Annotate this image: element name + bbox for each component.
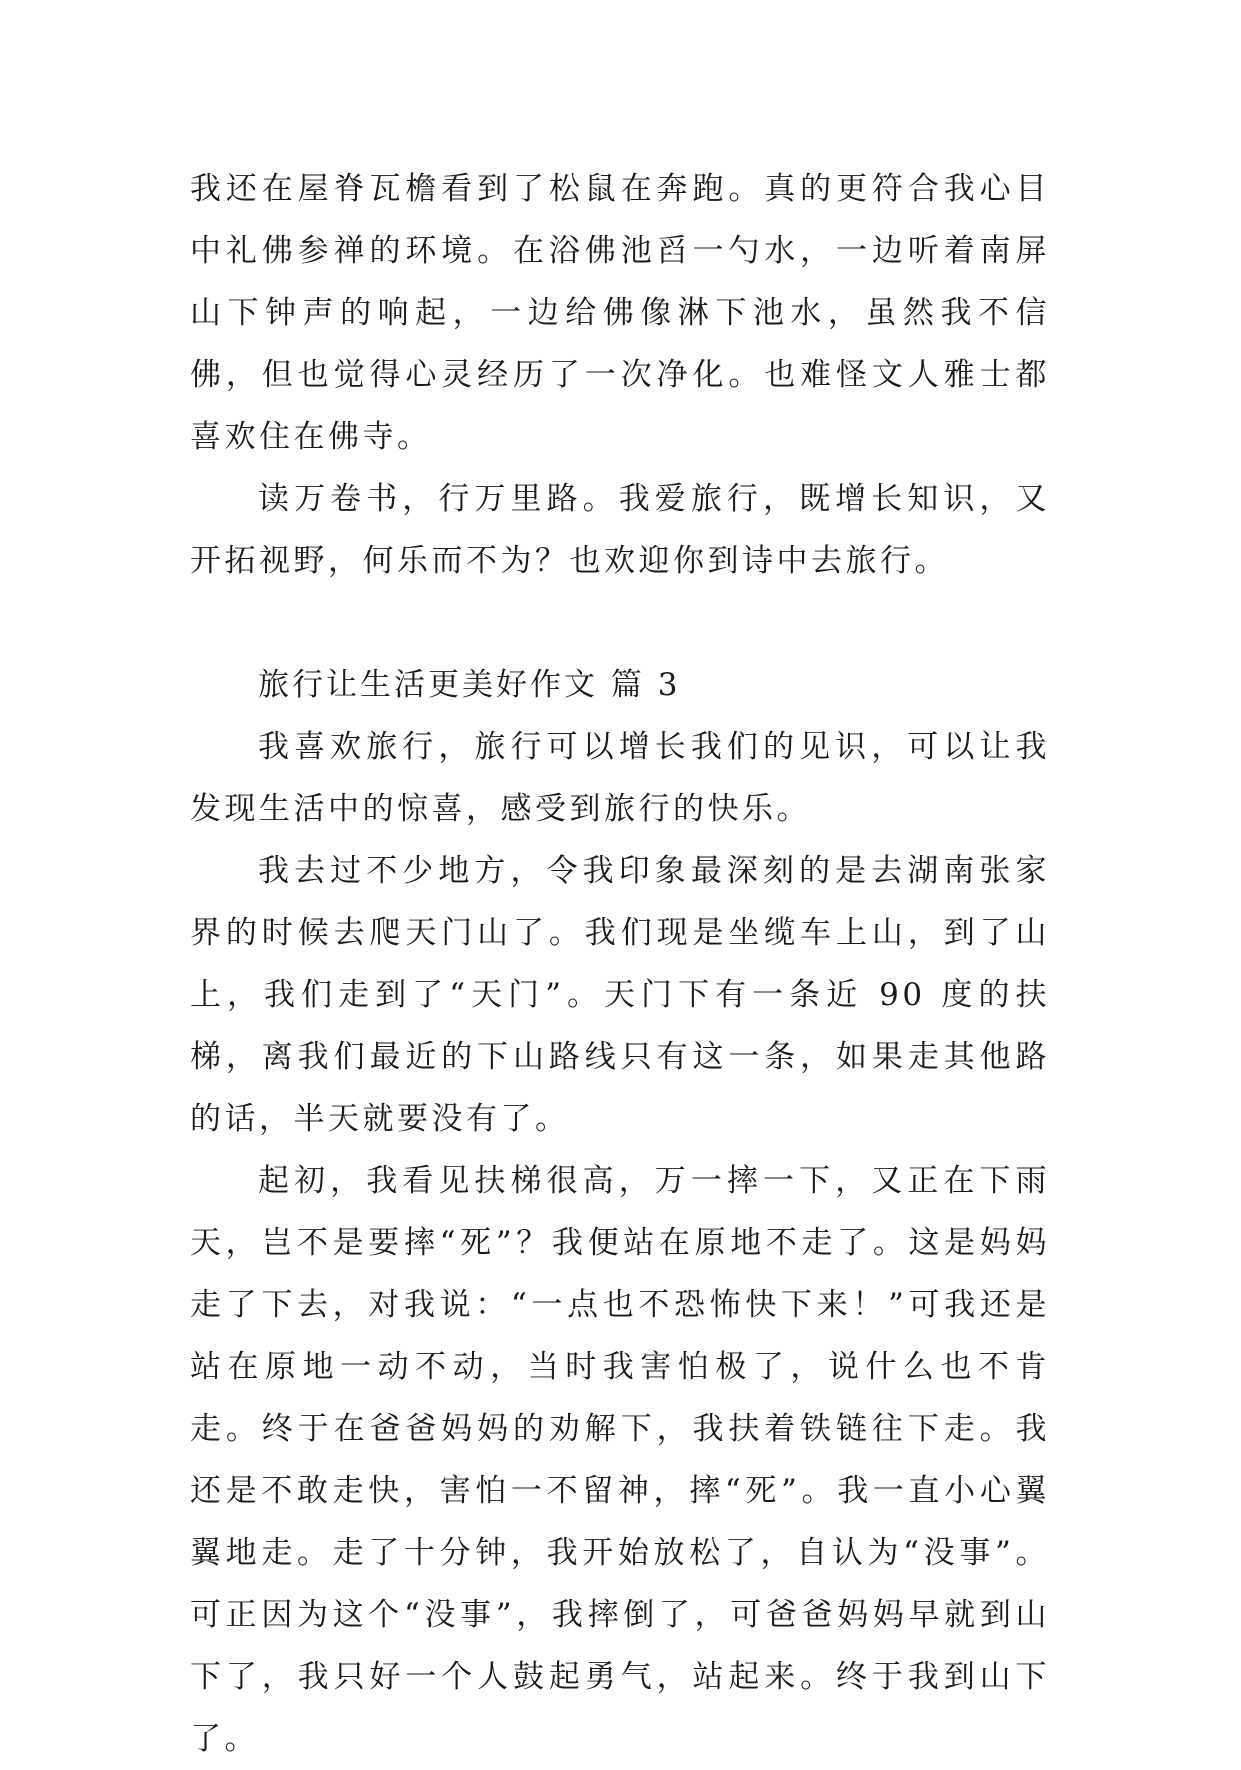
essay-heading: 旅行让生活更美好作文 篇 3	[258, 667, 681, 703]
paragraph-descent: 起初，我看见扶梯很高，万一摔一下，又正在下雨天，岂不是要摔“死”？我便站在原地不走了。这是妈妈走了下去，对我说：“一点也不恐怖快下来！”可我还是站在原地一动不动，当时我害怕极了，说什么也不肯走。终于在爸爸妈妈的劝解下，我扶着铁链往下走。我还是不敢走快，害怕一不留神，摔“死”。我一直小心翼翼地走。走了十分钟，我开始放松了，自认为“没事”。可正因为这个“没事”，我摔倒了，可爸爸妈妈早就到山下了，我只好一个人鼓起勇气，站起来。终于我到山下了。	[190, 1163, 1050, 1757]
paragraph-tianmen: 我去过不少地方，令我印象最深刻的是去湖南张家界的时候去爬天门山了。我们现是坐缆车上山，到了山上，我们走到了“天门”。天门下有一条近 90 度的扶梯，离我们最近的下山路线只有这一条，如果走其他路的话，半天就要没有了。	[190, 853, 1050, 1137]
paragraph-continuation: 我还在屋脊瓦檐看到了松鼠在奔跑。真的更符合我心目中礼佛参禅的环境。在浴佛池舀一勺水，一边听着南屏山下钟声的响起，一边给佛像淋下池水，虽然我不信佛，但也觉得心灵经历了一次净化。也难怪文人雅士都喜欢住在佛寺。	[190, 171, 1050, 455]
document-body	[190, 158, 1050, 1770]
paragraph-travel-reading: 读万卷书，行万里路。我爱旅行，既增长知识，又开拓视野，何乐而不为？也欢迎你到诗中去旅行。	[190, 481, 1050, 579]
paragraph-intro: 我喜欢旅行，旅行可以增长我们的见识，可以让我发现生活中的惊喜，感受到旅行的快乐。	[190, 729, 1050, 827]
